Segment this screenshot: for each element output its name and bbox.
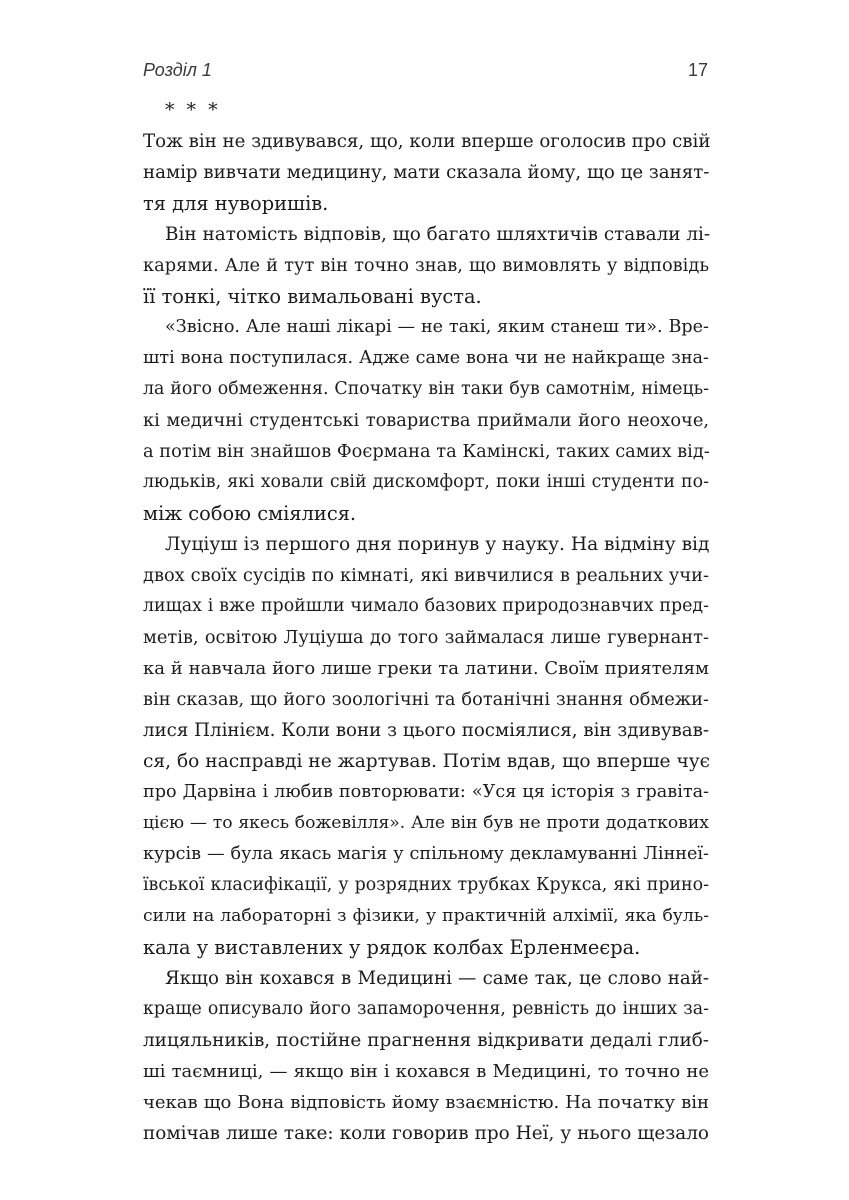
text-line: ка й навчала його лише греки та латини. Своїм приятелям	[143, 658, 709, 679]
text-line: курсів — була якась магія у спільному декламуванні Ліннеї-	[143, 844, 709, 864]
text-line: між собою сміялися.	[143, 502, 357, 525]
text-line: краще описувало його запаморочення, ревність до інших за-	[143, 999, 709, 1019]
text-line: лицяльників, постійне прагнення відкривати дедалі глиб-	[143, 1030, 709, 1051]
text-line: сили на лабораторні з фізики, у практичній алхімії, яка буль-	[143, 906, 709, 926]
text-line: Він натомість відповів, що багато шляхтичів ставали лі-	[165, 224, 711, 245]
text-line: двох своїх сусідів по кімнаті, які вивчилися в реальних учи-	[143, 565, 709, 586]
text-line: кі медичні студентські товариства приймали його неохоче,	[143, 410, 709, 431]
text-line: метів, освітою Луціуша до того займалася лише гувернант-	[143, 627, 709, 648]
text-line: він сказав, що його зоологічні та ботанічні знання обмежи-	[143, 689, 709, 710]
text-line: ші таємниці, — якщо він і кохався в Медицині, то точно не	[143, 1061, 709, 1082]
text-line: а потім він знайшов Фоєрмана та Камінскі, таких самих від-	[143, 441, 710, 462]
text-line: ла його обмеження. Спочатку він таки був самотнім, німець-	[143, 379, 709, 399]
text-line: тя для нуворишів.	[143, 192, 329, 215]
text-line: карями. Але й тут він точно знав, що вимовлять у відповідь	[143, 255, 709, 276]
text-line: ся, бо насправді не жартував. Потім вдав, що вперше чує	[143, 751, 711, 772]
text-line: намір вивчати медицину, мати сказала йому, що це занят-	[143, 162, 710, 183]
text-line: Якщо він кохався в Медицині — саме так, це слово най-	[165, 968, 709, 989]
text-line: людьків, які ховали свій дискомфорт, поки інші студенти по-	[143, 472, 709, 492]
text-line: її тонкі, чітко вимальовані вуста.	[143, 285, 482, 308]
text-line: чекав що Вона відповість йому взаємністю. На початку він	[143, 1092, 709, 1113]
text-line: ївської класифікації, у розрядних трубках Крукса, які прино-	[143, 875, 709, 895]
text-line: лися Плінієм. Коли вони з цього посміялися, він здивував-	[143, 720, 709, 741]
text-line: лищах і вже пройшли чимало базових природознавчих пред-	[143, 596, 709, 616]
text-line: про Дарвіна і любив повторювати: «Уся ця історія з гравіта-	[143, 782, 709, 802]
section-separator: * * *	[165, 99, 221, 121]
text-line: помічав лише таке: коли говорив про Неї, у нього щезало	[143, 1123, 709, 1144]
body-text	[143, 95, 709, 1149]
text-line: цією — то якесь божевілля». Але він був не проти додаткових	[143, 813, 709, 833]
text-line: шті вона поступилася. Адже саме вона чи не найкраще зна-	[143, 348, 709, 368]
text-line: Тож він не здивувався, що, коли вперше оголосив про свій	[143, 131, 711, 152]
text-line: «Звісно. Але наші лікарі — не такі, яким станеш ти». Вре-	[165, 317, 709, 337]
chapter-running-head: Розділ 1	[143, 60, 212, 80]
text-line: кала у виставлених у рядок колбах Ерленмеєра.	[143, 936, 641, 959]
page-number: 17	[687, 60, 708, 80]
text-line: Луціуш із першого дня поринув у науку. На відміну від	[165, 534, 710, 555]
